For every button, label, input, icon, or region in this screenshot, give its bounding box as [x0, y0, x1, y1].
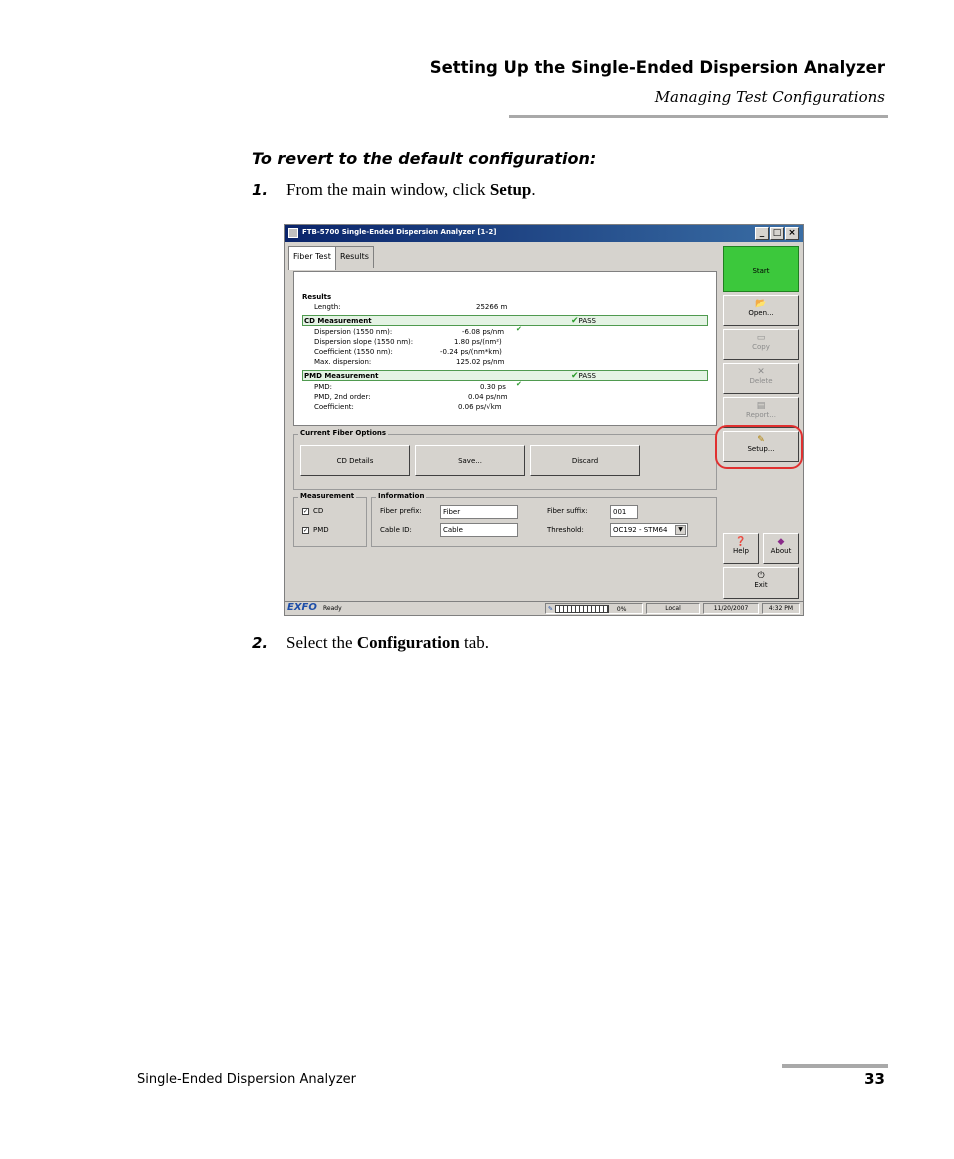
cd-checkbox-label: CD	[313, 507, 324, 515]
cd-row-value: 1.80 ps/(nm²)	[454, 338, 502, 346]
measurement-label: Measurement	[300, 492, 355, 500]
cd-row-label: Dispersion (1550 nm):	[314, 328, 393, 336]
current-fiber-options-label: Current Fiber Options	[300, 429, 387, 437]
running-header-subtitle: Managing Test Configurations	[654, 88, 885, 106]
cd-measurement-band	[302, 315, 708, 326]
cable-id-field[interactable]: Cable	[440, 523, 518, 537]
delete-icon: ✕	[757, 367, 765, 377]
pmd-measurement-band	[302, 370, 708, 381]
step-number: 1.	[252, 181, 269, 199]
pmd-row-label: PMD, 2nd order:	[314, 393, 371, 401]
open-button[interactable]: 📂 Open...	[723, 295, 799, 326]
fiber-prefix-field[interactable]: Fiber	[440, 505, 518, 519]
step-text: From the main window, click Setup.	[286, 180, 536, 199]
check-icon: ✔	[516, 325, 522, 333]
cd-row-label: Coefficient (1550 nm):	[314, 348, 393, 356]
progress-percent: 0%	[616, 605, 627, 613]
pmd-row-value: 0.06 ps/√km	[458, 403, 502, 411]
pmd-row-value: 0.30 ps	[480, 383, 506, 391]
check-icon: ✔	[571, 371, 579, 381]
step-number: 2.	[252, 634, 269, 652]
tab-results[interactable]: Results	[335, 246, 374, 268]
time-cell: 4:32 PM	[762, 603, 800, 614]
step-text: Select the Configuration tab.	[286, 633, 490, 652]
cd-row-value: -6.08 ps/nm	[462, 328, 505, 336]
discard-button[interactable]: Discard	[530, 445, 640, 476]
length-label: Length:	[314, 303, 341, 311]
cable-id-label: Cable ID:	[380, 526, 412, 534]
length-value: 25266 m	[476, 303, 508, 311]
header-rule	[509, 115, 888, 118]
results-heading: Results	[302, 293, 332, 301]
help-icon: ❓	[735, 537, 747, 547]
status-ready: Ready	[323, 605, 342, 612]
cd-measurement-heading: CD Measurement	[304, 317, 372, 325]
pmd-row-label: PMD:	[314, 383, 333, 391]
minimize-button[interactable]: _	[755, 227, 769, 240]
pmd-checkbox[interactable]: ✓	[303, 527, 309, 534]
help-button[interactable]: ❓ Help	[723, 533, 759, 564]
setup-button[interactable]: ✎ Setup...	[723, 431, 799, 462]
maximize-button[interactable]: □	[770, 227, 784, 240]
current-fiber-options-group	[293, 429, 717, 490]
cd-checkbox[interactable]: ✓	[303, 508, 309, 515]
progress-cell	[545, 603, 643, 614]
location-cell: Local	[646, 603, 700, 614]
footer-title: Single-Ended Dispersion Analyzer	[137, 1072, 357, 1087]
save-button[interactable]: Save...	[415, 445, 525, 476]
copy-button[interactable]: ▭ Copy	[723, 329, 799, 360]
progress-bar-icon	[555, 605, 609, 613]
check-icon: ✔	[516, 380, 522, 388]
cd-details-button[interactable]: CD Details	[300, 445, 410, 476]
exit-button[interactable]: ⏻ Exit	[723, 567, 799, 599]
pmd-measurement-heading: PMD Measurement	[304, 372, 379, 380]
pmd-row-value: 0.04 ps/nm	[468, 393, 508, 401]
status-bar	[285, 601, 803, 616]
window-title: FTB-5700 Single-Ended Dispersion Analyzer [1-2]	[302, 228, 497, 236]
information-label: Information	[378, 492, 425, 500]
cd-row-label: Dispersion slope (1550 nm):	[314, 338, 414, 346]
setup-highlight-circle	[715, 425, 803, 469]
fiber-prefix-label: Fiber prefix:	[380, 507, 422, 515]
pmd-row-label: Coefficient:	[314, 403, 354, 411]
report-button[interactable]: ▤ Report...	[723, 397, 799, 428]
about-button[interactable]: ◆ About	[763, 533, 799, 564]
delete-button[interactable]: ✕ Delete	[723, 363, 799, 394]
close-button[interactable]: ×	[785, 227, 799, 240]
procedure-title: To revert to the default configuration:	[252, 149, 597, 168]
start-button[interactable]: Start	[723, 246, 799, 292]
analyzer-window-screenshot	[284, 224, 804, 616]
cd-row-label: Max. dispersion:	[314, 358, 372, 366]
report-icon: ▤	[756, 401, 766, 411]
information-group	[371, 492, 717, 547]
power-icon: ⏻	[757, 571, 765, 581]
about-icon: ◆	[777, 537, 785, 547]
tab-fiber-test[interactable]: Fiber Test	[288, 246, 336, 270]
date-cell: 11/20/2007	[703, 603, 759, 614]
cd-row-value: -0.24 ps/(nm*km)	[440, 348, 502, 356]
progress-icon: ✎	[548, 605, 554, 613]
setup-icon: ✎	[757, 435, 765, 445]
cd-pass-status: ✔PASS	[571, 316, 596, 326]
running-header-title: Setting Up the Single-Ended Dispersion Analyzer	[429, 58, 885, 77]
copy-icon: ▭	[756, 333, 766, 343]
footer-rule	[782, 1064, 888, 1068]
page-number: 33	[864, 1070, 885, 1088]
threshold-label: Threshold:	[547, 526, 584, 534]
check-icon: ✔	[571, 316, 579, 326]
cd-row-value: 125.02 ps/nm	[456, 358, 505, 366]
pmd-pass-status: ✔PASS	[571, 371, 596, 381]
window-titlebar	[285, 225, 803, 242]
fiber-suffix-field[interactable]: 001	[610, 505, 638, 519]
pmd-checkbox-label: PMD	[313, 526, 329, 534]
measurement-group	[293, 492, 367, 547]
folder-icon: 📂	[755, 299, 767, 309]
threshold-select[interactable]: OC192 - STM64 ▼	[610, 523, 688, 537]
app-icon	[288, 228, 298, 238]
chevron-down-icon: ▼	[675, 525, 686, 535]
results-panel	[293, 271, 717, 426]
fiber-suffix-label: Fiber suffix:	[547, 507, 588, 515]
exfo-logo: EXFO	[287, 602, 317, 613]
